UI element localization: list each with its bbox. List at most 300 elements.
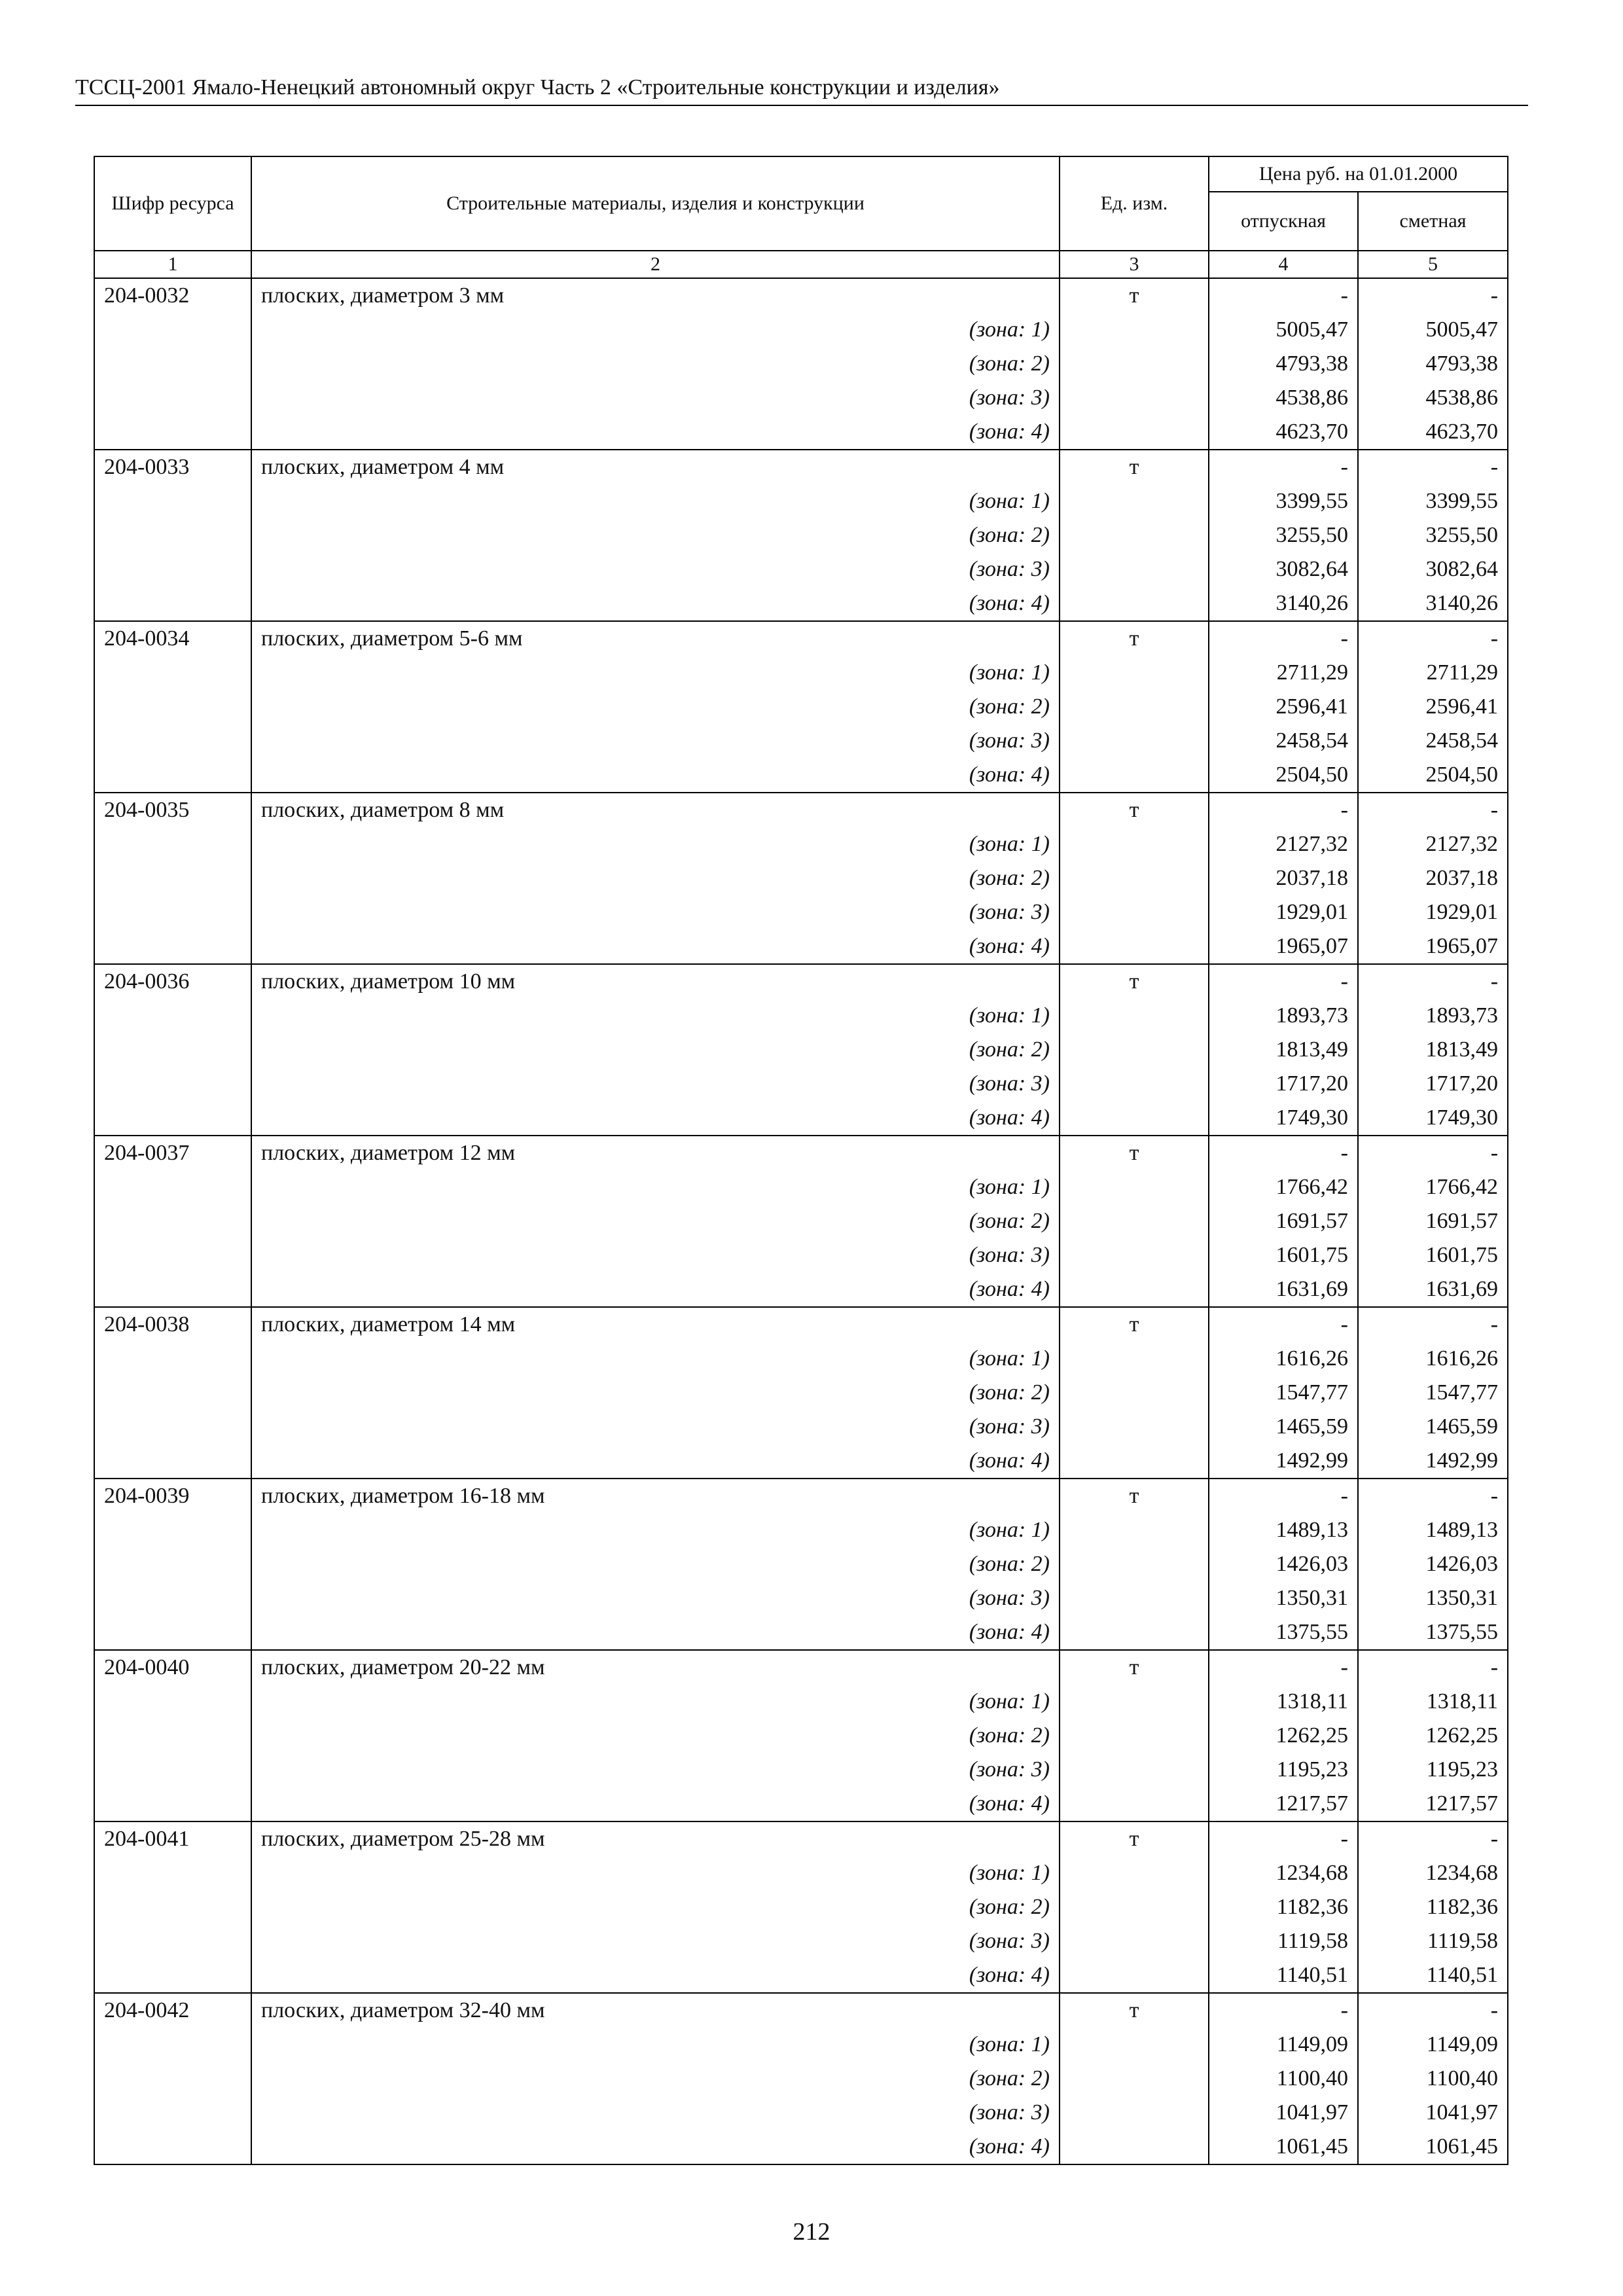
estimate-price-cell: 2037,18 [1358, 861, 1508, 895]
zone-row [94, 827, 1508, 861]
estimate-price-cell: 1492,99 [1358, 1444, 1508, 1479]
code-empty-cell [94, 1547, 251, 1581]
release-price-cell: 1489,13 [1209, 1513, 1358, 1547]
estimate-price-cell: 1119,58 [1358, 1924, 1508, 1958]
release-price-cell: 4793,38 [1209, 347, 1358, 381]
unit-empty-cell [1060, 1890, 1209, 1924]
code-empty-cell [94, 2096, 251, 2130]
estimate-price-cell: 1749,30 [1358, 1101, 1508, 1136]
release-price-cell: 1182,36 [1209, 1890, 1358, 1924]
estimate-price-cell: 1262,25 [1358, 1719, 1508, 1753]
zone-row [94, 1924, 1508, 1958]
estimate-price-cell: 1217,57 [1358, 1787, 1508, 1821]
release-price-cell: 1262,25 [1209, 1719, 1358, 1753]
resource-code: 204-0038 [94, 1307, 251, 1342]
zone-label: (зона: 3) [251, 1410, 1060, 1444]
release-price-cell: - [1209, 964, 1358, 999]
material-name: плоских, диаметром 3 мм [251, 278, 1060, 313]
zone-label: (зона: 4) [251, 1615, 1060, 1650]
zone-row [94, 518, 1508, 552]
release-price-cell: 1616,26 [1209, 1342, 1358, 1376]
zone-label: (зона: 1) [251, 1170, 1060, 1204]
zone-row [94, 1581, 1508, 1615]
unit-empty-cell [1060, 1513, 1209, 1547]
estimate-price-cell: 2127,32 [1358, 827, 1508, 861]
release-price-cell: 1465,59 [1209, 1410, 1358, 1444]
unit-empty-cell [1060, 656, 1209, 690]
code-empty-cell [94, 2130, 251, 2164]
col-code-header: Шифр ресурса [94, 156, 251, 251]
unit-cell: т [1060, 278, 1209, 313]
release-price-cell: 1965,07 [1209, 929, 1358, 964]
zone-label: (зона: 4) [251, 1958, 1060, 1993]
zone-label: (зона: 2) [251, 1890, 1060, 1924]
zone-label: (зона: 1) [251, 1513, 1060, 1547]
col-number-3: 3 [1060, 251, 1209, 278]
release-price-cell: - [1209, 1993, 1358, 2028]
estimate-price-cell: 5005,47 [1358, 313, 1508, 347]
release-price-cell: 4623,70 [1209, 415, 1358, 450]
zone-label: (зона: 4) [251, 1272, 1060, 1307]
code-empty-cell [94, 1342, 251, 1376]
col-number-2: 2 [251, 251, 1060, 278]
code-empty-cell [94, 1513, 251, 1547]
estimate-price-cell: 1465,59 [1358, 1410, 1508, 1444]
resource-code: 204-0036 [94, 964, 251, 999]
code-empty-cell [94, 1410, 251, 1444]
material-name: плоских, диаметром 16-18 мм [251, 1479, 1060, 1513]
zone-row [94, 1376, 1508, 1410]
estimate-price-cell: 1195,23 [1358, 1753, 1508, 1787]
col-number-5: 5 [1358, 251, 1508, 278]
unit-empty-cell [1060, 758, 1209, 793]
code-empty-cell [94, 1170, 251, 1204]
release-price-cell: - [1209, 1821, 1358, 1856]
unit-cell: т [1060, 450, 1209, 484]
code-empty-cell [94, 552, 251, 586]
zone-row [94, 1958, 1508, 1993]
release-price-cell: 1061,45 [1209, 2130, 1358, 2164]
code-empty-cell [94, 1067, 251, 1101]
release-price-cell: 3399,55 [1209, 484, 1358, 518]
zone-row [94, 313, 1508, 347]
estimate-price-cell: - [1358, 1479, 1508, 1513]
zone-label: (зона: 3) [251, 552, 1060, 586]
table-row [94, 964, 1508, 999]
material-name: плоских, диаметром 5-6 мм [251, 621, 1060, 656]
code-empty-cell [94, 1272, 251, 1307]
unit-empty-cell [1060, 895, 1209, 929]
resource-code: 204-0042 [94, 1993, 251, 2028]
unit-empty-cell [1060, 1033, 1209, 1067]
unit-cell: т [1060, 1307, 1209, 1342]
zone-label: (зона: 2) [251, 1204, 1060, 1238]
zone-row [94, 1615, 1508, 1650]
release-price-cell: 1749,30 [1209, 1101, 1358, 1136]
estimate-price-cell: 2711,29 [1358, 656, 1508, 690]
code-empty-cell [94, 758, 251, 793]
estimate-price-cell: - [1358, 793, 1508, 827]
resource-code: 204-0037 [94, 1136, 251, 1170]
code-empty-cell [94, 313, 251, 347]
zone-label: (зона: 4) [251, 415, 1060, 450]
unit-empty-cell [1060, 827, 1209, 861]
code-empty-cell [94, 484, 251, 518]
code-empty-cell [94, 1444, 251, 1479]
material-name: плоских, диаметром 12 мм [251, 1136, 1060, 1170]
zone-row [94, 758, 1508, 793]
unit-empty-cell [1060, 1719, 1209, 1753]
release-price-cell: 1350,31 [1209, 1581, 1358, 1615]
zone-row [94, 1787, 1508, 1821]
unit-cell: т [1060, 964, 1209, 999]
code-empty-cell [94, 1787, 251, 1821]
estimate-price-cell: 1182,36 [1358, 1890, 1508, 1924]
table-row [94, 1479, 1508, 1513]
code-empty-cell [94, 2062, 251, 2096]
page-header: ТССЦ-2001 Ямало-Ненецкий автономный округ Часть 2 «Строительные конструкции и изделия» [75, 73, 1528, 106]
zone-label: (зона: 2) [251, 1376, 1060, 1410]
release-price-cell: 1100,40 [1209, 2062, 1358, 2096]
material-name: плоских, диаметром 10 мм [251, 964, 1060, 999]
zone-row [94, 1170, 1508, 1204]
unit-empty-cell [1060, 1067, 1209, 1101]
zone-row [94, 1685, 1508, 1719]
release-price-cell: 1318,11 [1209, 1685, 1358, 1719]
code-empty-cell [94, 1890, 251, 1924]
unit-empty-cell [1060, 415, 1209, 450]
code-empty-cell [94, 724, 251, 758]
price-table [94, 156, 1508, 2165]
unit-cell: т [1060, 793, 1209, 827]
release-price-cell: - [1209, 1650, 1358, 1685]
estimate-price-cell: 1813,49 [1358, 1033, 1508, 1067]
estimate-price-cell: 1489,13 [1358, 1513, 1508, 1547]
estimate-price-cell: 2458,54 [1358, 724, 1508, 758]
zone-label: (зона: 2) [251, 2062, 1060, 2096]
release-price-cell: 1631,69 [1209, 1272, 1358, 1307]
unit-empty-cell [1060, 1856, 1209, 1890]
estimate-price-cell: 1601,75 [1358, 1238, 1508, 1272]
col-release-header: отпускная [1209, 192, 1358, 251]
zone-label: (зона: 4) [251, 586, 1060, 621]
release-price-cell: - [1209, 621, 1358, 656]
unit-empty-cell [1060, 1547, 1209, 1581]
table-row [94, 278, 1508, 313]
release-price-cell: 2458,54 [1209, 724, 1358, 758]
unit-empty-cell [1060, 861, 1209, 895]
release-price-cell: - [1209, 1136, 1358, 1170]
code-empty-cell [94, 690, 251, 724]
table-body [94, 278, 1508, 2164]
table-row [94, 1307, 1508, 1342]
estimate-price-cell: 1616,26 [1358, 1342, 1508, 1376]
estimate-price-cell: - [1358, 1993, 1508, 2028]
estimate-price-cell: 1547,77 [1358, 1376, 1508, 1410]
zone-label: (зона: 2) [251, 347, 1060, 381]
estimate-price-cell: 1426,03 [1358, 1547, 1508, 1581]
estimate-price-cell: 4538,86 [1358, 381, 1508, 415]
code-empty-cell [94, 1238, 251, 1272]
zone-label: (зона: 2) [251, 518, 1060, 552]
code-empty-cell [94, 999, 251, 1033]
estimate-price-cell: 1929,01 [1358, 895, 1508, 929]
release-price-cell: - [1209, 278, 1358, 313]
release-price-cell: 1813,49 [1209, 1033, 1358, 1067]
col-number-4: 4 [1209, 251, 1358, 278]
code-empty-cell [94, 586, 251, 621]
zone-row [94, 1101, 1508, 1136]
release-price-cell: 1766,42 [1209, 1170, 1358, 1204]
material-name: плоских, диаметром 20-22 мм [251, 1650, 1060, 1685]
zone-row [94, 381, 1508, 415]
table-row [94, 621, 1508, 656]
zone-label: (зона: 3) [251, 724, 1060, 758]
zone-row [94, 656, 1508, 690]
code-empty-cell [94, 1753, 251, 1787]
unit-empty-cell [1060, 1615, 1209, 1650]
estimate-price-cell: - [1358, 1136, 1508, 1170]
zone-row [94, 1547, 1508, 1581]
zone-label: (зона: 4) [251, 2130, 1060, 2164]
release-price-cell: - [1209, 1479, 1358, 1513]
unit-empty-cell [1060, 2062, 1209, 2096]
zone-label: (зона: 2) [251, 1719, 1060, 1753]
release-price-cell: 3082,64 [1209, 552, 1358, 586]
material-name: плоских, диаметром 8 мм [251, 793, 1060, 827]
code-empty-cell [94, 1204, 251, 1238]
estimate-price-cell: 1061,45 [1358, 2130, 1508, 2164]
release-price-cell: 2711,29 [1209, 656, 1358, 690]
zone-row [94, 1342, 1508, 1376]
material-name: плоских, диаметром 14 мм [251, 1307, 1060, 1342]
unit-empty-cell [1060, 1753, 1209, 1787]
release-price-cell: 3140,26 [1209, 586, 1358, 621]
zone-label: (зона: 3) [251, 381, 1060, 415]
resource-code: 204-0039 [94, 1479, 251, 1513]
code-empty-cell [94, 1685, 251, 1719]
zone-label: (зона: 4) [251, 929, 1060, 964]
col-price-header: Цена руб. на 01.01.2000 [1209, 156, 1508, 192]
release-price-cell: - [1209, 450, 1358, 484]
estimate-price-cell: 3399,55 [1358, 484, 1508, 518]
zone-label: (зона: 4) [251, 758, 1060, 793]
zone-row [94, 895, 1508, 929]
zone-row [94, 929, 1508, 964]
estimate-price-cell: 1965,07 [1358, 929, 1508, 964]
estimate-price-cell: - [1358, 1821, 1508, 1856]
estimate-price-cell: - [1358, 278, 1508, 313]
release-price-cell: 1195,23 [1209, 1753, 1358, 1787]
estimate-price-cell: - [1358, 621, 1508, 656]
zone-row [94, 1719, 1508, 1753]
release-price-cell: 1893,73 [1209, 999, 1358, 1033]
resource-code: 204-0041 [94, 1821, 251, 1856]
release-price-cell: 1691,57 [1209, 1204, 1358, 1238]
unit-empty-cell [1060, 1342, 1209, 1376]
estimate-price-cell: - [1358, 1650, 1508, 1685]
code-empty-cell [94, 381, 251, 415]
code-empty-cell [94, 518, 251, 552]
estimate-price-cell: 3255,50 [1358, 518, 1508, 552]
unit-cell: т [1060, 1479, 1209, 1513]
code-empty-cell [94, 1101, 251, 1136]
zone-label: (зона: 1) [251, 1856, 1060, 1890]
estimate-price-cell: 3140,26 [1358, 586, 1508, 621]
code-empty-cell [94, 827, 251, 861]
zone-label: (зона: 4) [251, 1101, 1060, 1136]
estimate-price-cell: 1140,51 [1358, 1958, 1508, 1993]
code-empty-cell [94, 1719, 251, 1753]
zone-row [94, 999, 1508, 1033]
estimate-price-cell: 3082,64 [1358, 552, 1508, 586]
unit-empty-cell [1060, 1787, 1209, 1821]
zone-label: (зона: 3) [251, 895, 1060, 929]
unit-cell: т [1060, 1650, 1209, 1685]
material-name: плоских, диаметром 32-40 мм [251, 1993, 1060, 2028]
release-price-cell: 1217,57 [1209, 1787, 1358, 1821]
estimate-price-cell: 1631,69 [1358, 1272, 1508, 1307]
estimate-price-cell: 1318,11 [1358, 1685, 1508, 1719]
material-name: плоских, диаметром 4 мм [251, 450, 1060, 484]
unit-empty-cell [1060, 929, 1209, 964]
unit-empty-cell [1060, 1581, 1209, 1615]
release-price-cell: 1119,58 [1209, 1924, 1358, 1958]
resource-code: 204-0032 [94, 278, 251, 313]
zone-label: (зона: 4) [251, 1444, 1060, 1479]
release-price-cell: 1149,09 [1209, 2028, 1358, 2062]
estimate-price-cell: 1041,97 [1358, 2096, 1508, 2130]
zone-label: (зона: 3) [251, 1067, 1060, 1101]
zone-row [94, 2028, 1508, 2062]
estimate-price-cell: 1766,42 [1358, 1170, 1508, 1204]
zone-row [94, 2130, 1508, 2164]
estimate-price-cell: 1149,09 [1358, 2028, 1508, 2062]
unit-empty-cell [1060, 1101, 1209, 1136]
unit-empty-cell [1060, 1204, 1209, 1238]
estimate-price-cell: - [1358, 450, 1508, 484]
col-number-1: 1 [94, 251, 251, 278]
zone-label: (зона: 2) [251, 1033, 1060, 1067]
release-price-cell: 1375,55 [1209, 1615, 1358, 1650]
zone-row [94, 724, 1508, 758]
table-row [94, 1136, 1508, 1170]
estimate-price-cell: 1350,31 [1358, 1581, 1508, 1615]
zone-label: (зона: 1) [251, 1685, 1060, 1719]
release-price-cell: - [1209, 793, 1358, 827]
unit-cell: т [1060, 1136, 1209, 1170]
zone-row [94, 552, 1508, 586]
unit-empty-cell [1060, 313, 1209, 347]
unit-empty-cell [1060, 1272, 1209, 1307]
unit-empty-cell [1060, 1410, 1209, 1444]
table-row [94, 450, 1508, 484]
estimate-price-cell: 1375,55 [1358, 1615, 1508, 1650]
col-estimate-header: сметная [1358, 192, 1508, 251]
unit-empty-cell [1060, 2130, 1209, 2164]
unit-empty-cell [1060, 1170, 1209, 1204]
zone-label: (зона: 3) [251, 1238, 1060, 1272]
zone-label: (зона: 3) [251, 2096, 1060, 2130]
release-price-cell: 1601,75 [1209, 1238, 1358, 1272]
col-name-header: Строительные материалы, изделия и конструкции [251, 156, 1060, 251]
release-price-cell: 3255,50 [1209, 518, 1358, 552]
zone-label: (зона: 4) [251, 1787, 1060, 1821]
code-empty-cell [94, 1958, 251, 1993]
zone-label: (зона: 3) [251, 1924, 1060, 1958]
release-price-cell: 2504,50 [1209, 758, 1358, 793]
unit-empty-cell [1060, 484, 1209, 518]
unit-empty-cell [1060, 1685, 1209, 1719]
table-row [94, 1993, 1508, 2028]
code-empty-cell [94, 1856, 251, 1890]
zone-label: (зона: 1) [251, 484, 1060, 518]
code-empty-cell [94, 347, 251, 381]
unit-empty-cell [1060, 552, 1209, 586]
table-row [94, 1821, 1508, 1856]
zone-row [94, 2096, 1508, 2130]
estimate-price-cell: 2504,50 [1358, 758, 1508, 793]
unit-empty-cell [1060, 999, 1209, 1033]
release-price-cell: 1492,99 [1209, 1444, 1358, 1479]
zone-row [94, 690, 1508, 724]
estimate-price-cell: - [1358, 964, 1508, 999]
code-empty-cell [94, 929, 251, 964]
zone-row [94, 1272, 1508, 1307]
zone-row [94, 1238, 1508, 1272]
zone-row [94, 586, 1508, 621]
unit-empty-cell [1060, 2096, 1209, 2130]
release-price-cell: 1929,01 [1209, 895, 1358, 929]
unit-empty-cell [1060, 724, 1209, 758]
code-empty-cell [94, 1376, 251, 1410]
release-price-cell: 1234,68 [1209, 1856, 1358, 1890]
zone-label: (зона: 1) [251, 1342, 1060, 1376]
zone-label: (зона: 1) [251, 2028, 1060, 2062]
zone-row [94, 1890, 1508, 1924]
release-price-cell: 1041,97 [1209, 2096, 1358, 2130]
resource-code: 204-0035 [94, 793, 251, 827]
zone-label: (зона: 3) [251, 1581, 1060, 1615]
unit-empty-cell [1060, 347, 1209, 381]
unit-empty-cell [1060, 1238, 1209, 1272]
code-empty-cell [94, 415, 251, 450]
unit-empty-cell [1060, 1958, 1209, 1993]
code-empty-cell [94, 1924, 251, 1958]
zone-label: (зона: 2) [251, 690, 1060, 724]
estimate-price-cell: 4623,70 [1358, 415, 1508, 450]
unit-cell: т [1060, 1993, 1209, 2028]
code-empty-cell [94, 656, 251, 690]
resource-code: 204-0033 [94, 450, 251, 484]
resource-code: 204-0034 [94, 621, 251, 656]
unit-empty-cell [1060, 1376, 1209, 1410]
estimate-price-cell: - [1358, 1307, 1508, 1342]
release-price-cell: 1426,03 [1209, 1547, 1358, 1581]
col-unit-header: Ед. изм. [1060, 156, 1209, 251]
zone-label: (зона: 2) [251, 1547, 1060, 1581]
zone-label: (зона: 2) [251, 861, 1060, 895]
unit-empty-cell [1060, 381, 1209, 415]
zone-row [94, 415, 1508, 450]
code-empty-cell [94, 1581, 251, 1615]
release-price-cell: 1547,77 [1209, 1376, 1358, 1410]
unit-cell: т [1060, 1821, 1209, 1856]
material-name: плоских, диаметром 25-28 мм [251, 1821, 1060, 1856]
estimate-price-cell: 1234,68 [1358, 1856, 1508, 1890]
release-price-cell: - [1209, 1307, 1358, 1342]
release-price-cell: 4538,86 [1209, 381, 1358, 415]
